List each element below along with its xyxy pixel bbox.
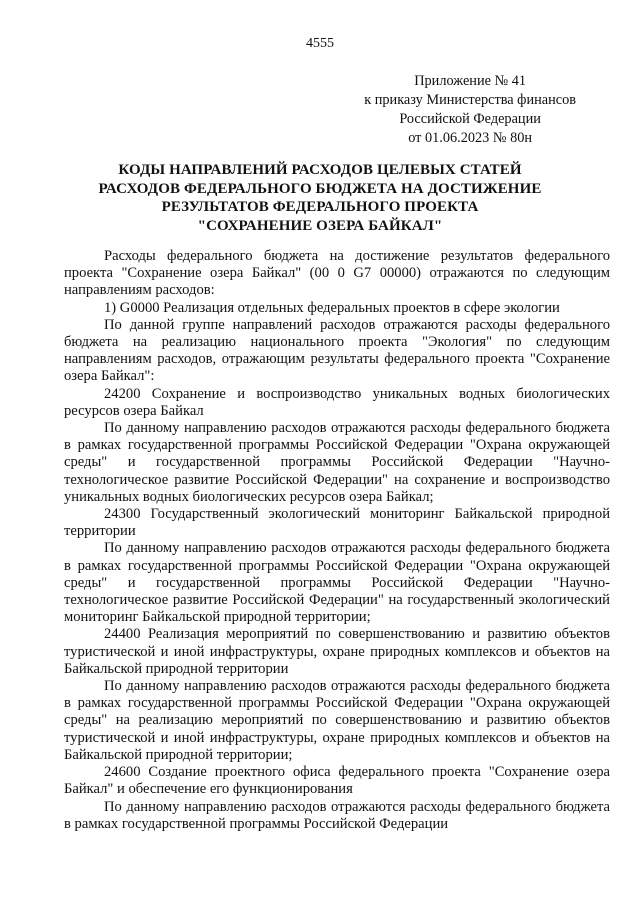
paragraph-code-24200-description: По данному направлению расходов отражаются расходы федерального бюджета в рамках государственной программы Российской Федерации "Охрана окружающей среды" и государственной программы Российской Федерации "Научно-технологическое развитие Российской Федерации" на сохранение и воспроизводство уникальных водных биологических ресурсов озера Байкал;	[64, 420, 610, 505]
document-title	[60, 161, 580, 235]
title-line-3: РЕЗУЛЬТАТОВ ФЕДЕРАЛЬНОГО ПРОЕКТА	[161, 199, 479, 215]
annex-ministry: Российской Федерации	[399, 111, 541, 127]
title-line-2: РАСХОДОВ ФЕДЕРАЛЬНОГО БЮДЖЕТА НА ДОСТИЖЕНИЕ	[98, 180, 542, 197]
paragraph-code-24300: 24300 Государственный экологический мониторинг Байкальской природной территории	[64, 506, 610, 540]
paragraph-code-24400-description: По данному направлению расходов отражаются расходы федерального бюджета в рамках государственной программы Российской Федерации "Охрана окружающей среды" на реализацию мероприятий по совершенствованию и развитию объектов туристической и иной инфраструктуры, охране природных комплексов и объектов на Байкальской природной территории;	[64, 678, 610, 763]
paragraph-code-24600: 24600 Создание проектного офиса федерального проекта "Сохранение озера Байкал" и обеспечение его функционирования	[64, 764, 610, 798]
page-number: 4555	[306, 36, 334, 51]
paragraph-intro: Расходы федерального бюджета на достижение результатов федерального проекта "Сохранение озера Байкал" (00 0 G7 00000) отражаются по следующим направлениям расходов:	[64, 248, 610, 299]
annex-order-ref: к приказу Министерства финансов	[364, 92, 576, 108]
annex-number: Приложение № 41	[414, 73, 527, 89]
paragraph-code-24600-description: По данному направлению расходов отражаются расходы федерального бюджета в рамках государственной программы Российской Федерации	[64, 798, 610, 832]
paragraph-group-g0000: 1) G0000 Реализация отдельных федеральных проектов в сфере экологии	[104, 299, 560, 316]
title-line-1: КОДЫ НАПРАВЛЕНИЙ РАСХОДОВ ЦЕЛЕВЫХ СТАТЕЙ	[118, 162, 522, 178]
title-line-4: "СОХРАНЕНИЕ ОЗЕРА БАЙКАЛ"	[197, 217, 443, 234]
annex-date: от 01.06.2023 № 80н	[408, 130, 533, 146]
annex-header	[364, 72, 576, 148]
paragraph-code-24400: 24400 Реализация мероприятий по совершенствованию и развитию объектов туристической и иной инфраструктуры, охране природных комплексов и объектов на Байкальской природной территории	[64, 626, 610, 677]
paragraph-code-24200: 24200 Сохранение и воспроизводство уникальных водных биологических ресурсов озера Байкал	[64, 385, 610, 419]
paragraph-group-description: По данной группе направлений расходов отражаются расходы федерального бюджета на реализацию национального проекта "Экология" по следующим направлениям расходов, отражающим результаты федерального проекта "Сохранение озера Байкал":	[64, 316, 610, 385]
document-body	[64, 248, 610, 833]
paragraph-code-24300-description: По данному направлению расходов отражаются расходы федерального бюджета в рамках государственной программы Российской Федерации "Охрана окружающей среды" и государственной программы Российской Федерации "Научно-технологическое развитие Российской Федерации" на государственный экологический мониторинг Байкальской природной территории;	[64, 540, 610, 626]
